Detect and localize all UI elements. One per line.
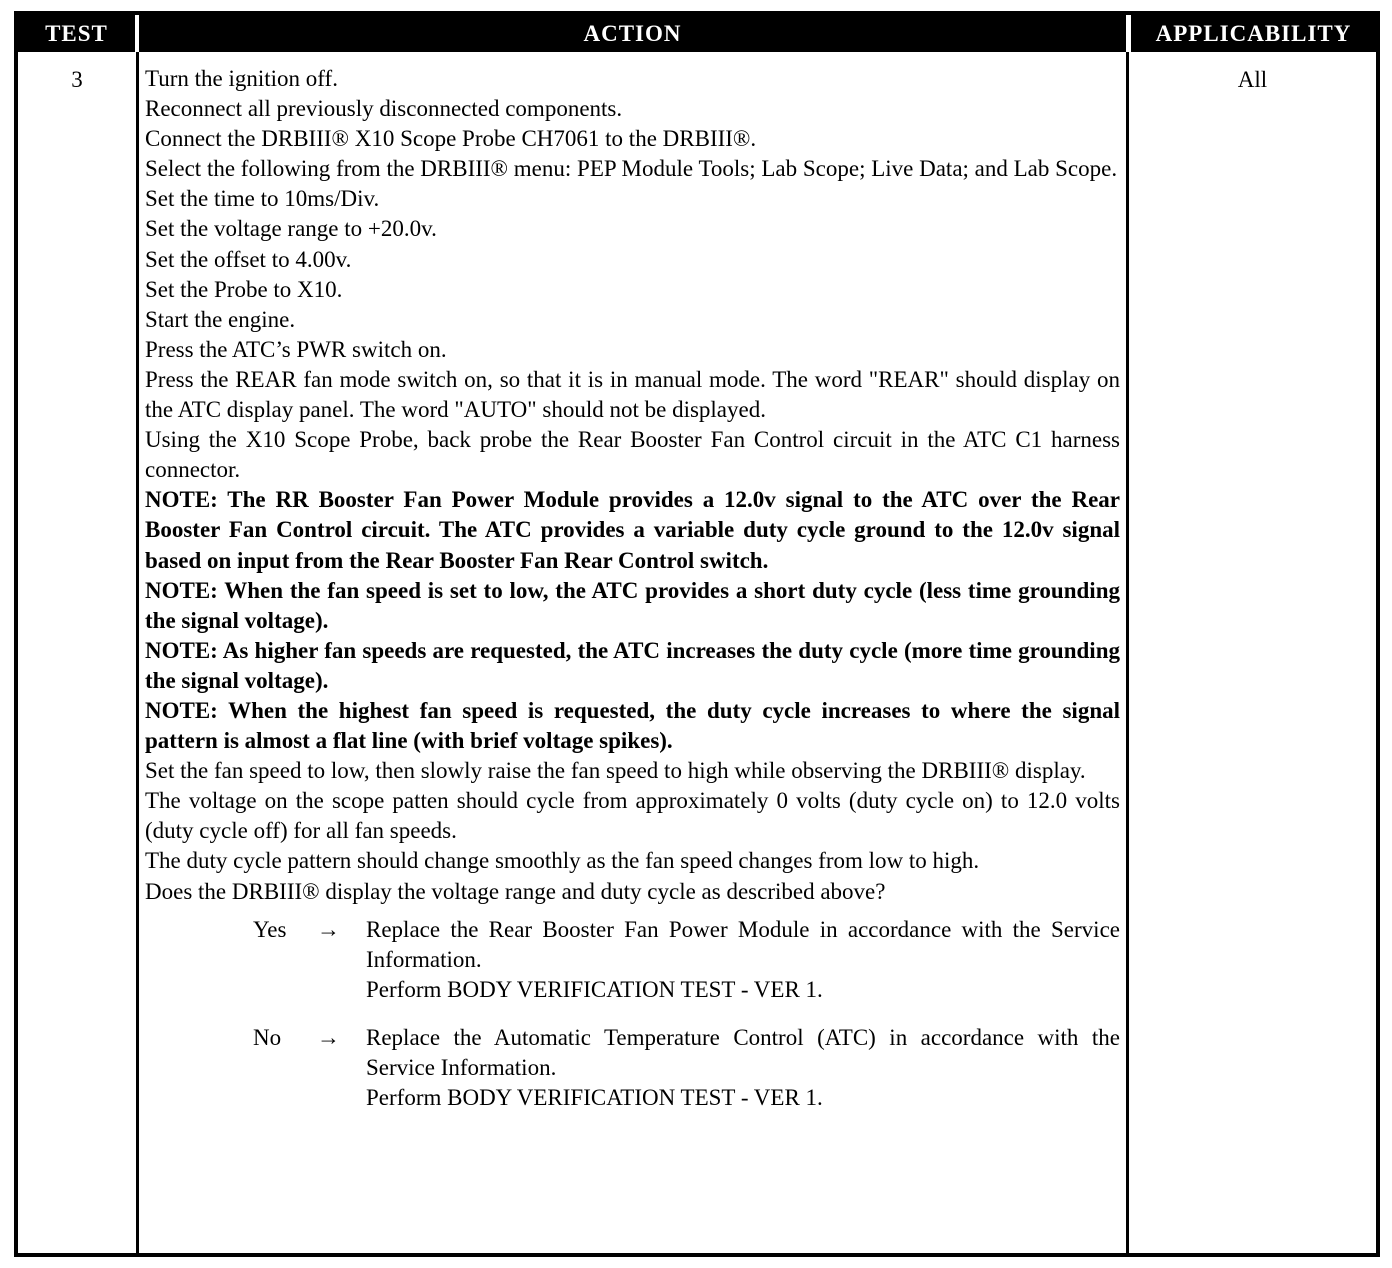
step-text: Set the Probe to X10. xyxy=(145,276,343,302)
arrow-right-icon: → xyxy=(317,1024,340,1050)
step-text: Set the voltage range to +20.0v. xyxy=(145,216,437,242)
result-body xyxy=(366,1023,1120,1113)
step-text: Connect the DRBIII® X10 Scope Probe CH7061 to the DRBIII®. xyxy=(145,126,757,152)
step-text: Turn the ignition off. xyxy=(145,66,338,91)
note-text: NOTE: As higher fan speeds are requested, the ATC increases the duty cycle (more time grounding the signal voltage). xyxy=(145,637,1120,693)
step-text: Start the engine. xyxy=(145,306,296,332)
step-text: Set the offset to 4.00v. xyxy=(145,246,352,272)
result-body xyxy=(366,915,1120,1005)
step-text: Press the REAR fan mode switch on, so that it is in manual mode. The word "REAR" should display on the ATC display panel. The word "AUTO" should not be displayed. xyxy=(145,366,1120,423)
result-key-no: No xyxy=(253,1024,282,1050)
result-yes xyxy=(145,915,1120,1005)
step-text: Using the X10 Scope Probe, back probe the Rear Booster Fan Control circuit in the ATC C1 harness connector. xyxy=(145,427,1120,483)
step-text: Reconnect all previously disconnected components. xyxy=(145,96,623,122)
result-line: Perform BODY VERIFICATION TEST - VER 1. xyxy=(366,976,823,1002)
result-line: Replace the Automatic Temperature Control (ATC) in accordance with the Service Information. xyxy=(366,1024,1120,1080)
step-text: Set the time to 10ms/Div. xyxy=(145,186,380,212)
note-text: NOTE: When the fan speed is set to low, the ATC provides a short duty cycle (less time grounding the signal voltage). xyxy=(145,577,1120,633)
result-key-yes: Yes xyxy=(253,916,287,942)
header-applicability: APPLICABILITY xyxy=(1131,15,1376,52)
applicability-value: All xyxy=(1237,67,1268,92)
result-no xyxy=(145,1023,1120,1113)
arrow-right-icon: → xyxy=(317,916,340,942)
column-divider xyxy=(1126,52,1129,1253)
action-cell xyxy=(145,64,1120,1113)
step-text: The voltage on the scope patten should cycle from approximately 0 volts (duty cycle on) to 12.0 volts (duty cycle off) for all fan speeds. xyxy=(145,788,1120,844)
step-text: The duty cycle pattern should change smoothly as the fan speed changes from low to high. xyxy=(145,848,980,874)
column-divider xyxy=(136,52,139,1253)
note-text: NOTE: When the highest fan speed is requested, the duty cycle increases to where the signal pattern is almost a flat line (with brief voltage spikes). xyxy=(145,697,1120,754)
step-text: Press the ATC’s PWR switch on. xyxy=(145,336,447,362)
question-text: Does the DRBIII® display the voltage range and duty cycle as described above? xyxy=(145,878,886,904)
step-text: Set the fan speed to low, then slowly raise the fan speed to high while observing the DRBIII® display. xyxy=(145,758,1086,784)
header-action: ACTION xyxy=(139,15,1126,52)
diagnostic-test-table xyxy=(14,11,1380,1257)
header-test: TEST xyxy=(18,15,135,52)
step-text: Select the following from the DRBIII® menu: PEP Module Tools; Lab Scope; Live Data; and Lab Scope. xyxy=(145,156,1118,182)
result-line: Replace the Rear Booster Fan Power Module in accordance with the Service Information. xyxy=(366,916,1120,972)
note-text: NOTE: The RR Booster Fan Power Module provides a 12.0v signal to the ATC over the Rear Booster Fan Control circuit. The ATC provides a variable duty cycle ground to the 12.0v signal based on input from the Rear Booster Fan Rear Control switch. xyxy=(145,487,1120,573)
test-number: 3 xyxy=(71,67,83,92)
result-line: Perform BODY VERIFICATION TEST - VER 1. xyxy=(366,1085,823,1111)
